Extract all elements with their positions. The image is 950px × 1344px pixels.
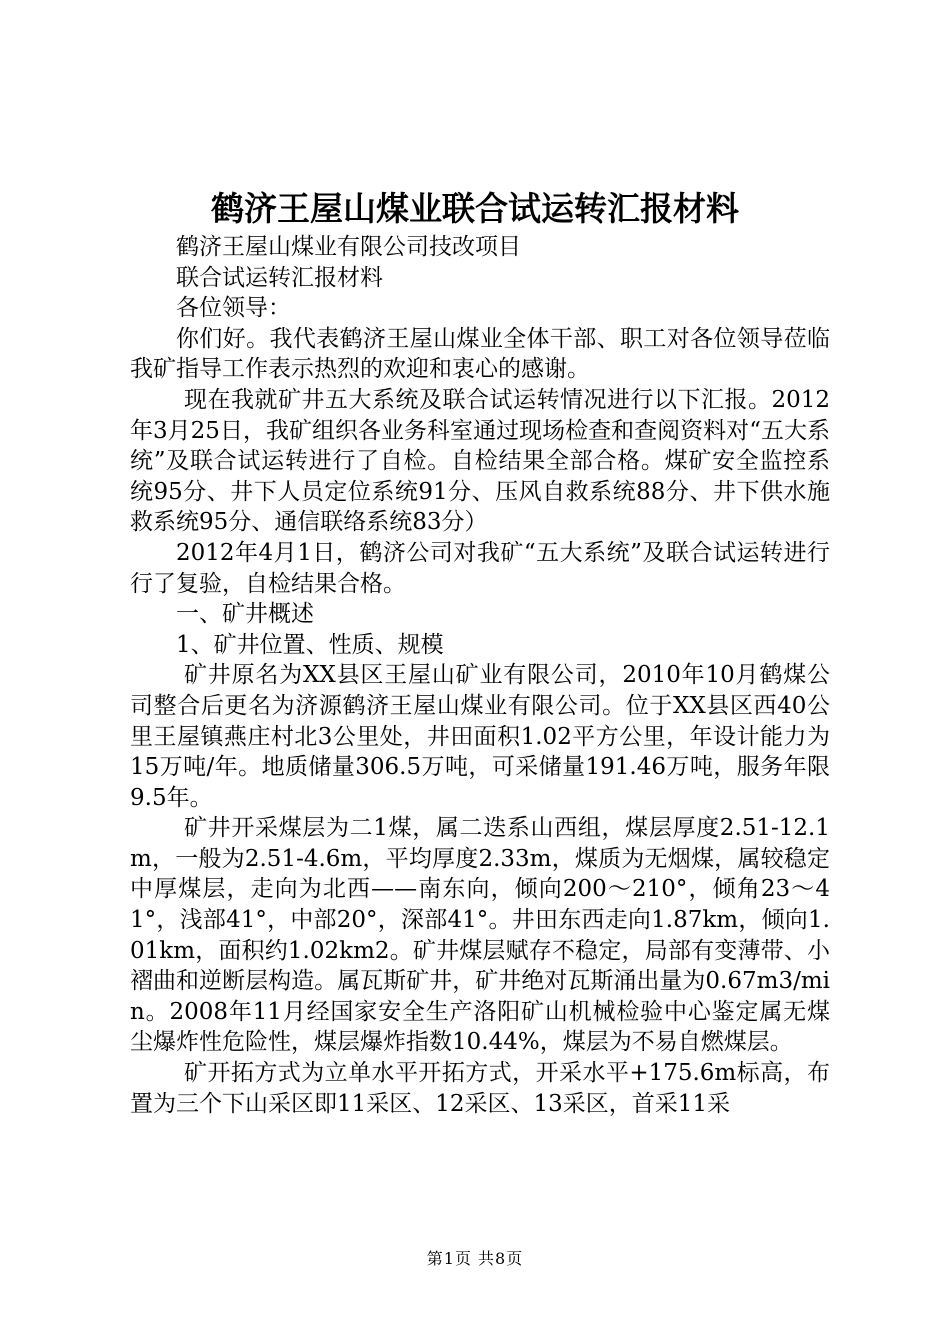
page-footer: 第1页 共8页 [426,1249,524,1268]
paragraph-report-subtitle: 联合试运转汇报材料 [176,264,383,291]
paragraph-self-check: 现在我就矿井五大系统及联合试运转情况进行以下汇报。2012年3月25日，我矿组织各业务科室通过现场检查和查阅资料对“五大系统”及联合试运转进行了自检。自检结果全部合格。煤矿安全监控系统95分、井下人员定位系统91分、压风自救系统88分、井下供水施救系统95分、通信联络系统83分） [130,386,830,536]
paragraph-mine-location: 矿井原名为XX县区王屋山矿业有限公司，2010年10月鹤煤公司整合后更名为济源鹤济王屋山煤业有限公司。位于XX县区西40公里王屋镇燕庄村北3公里处，井田面积1.02平方公里，年设计能力为15万吨/年。地质储量306.5万吨，可采储量191.46万吨，服务年限9.5年。 [130,662,830,811]
paragraph-recheck: 2012年4月1日，鹤济公司对我矿“五大系统”及联合试运转进行行了复验，自检结果合格。 [130,539,830,597]
paragraph-project-name: 鹤济王屋山煤业有限公司技改项目 [176,234,521,260]
paragraph-coal-seam: 矿井开采煤层为二1煤，属二迭系山西组，煤层厚度2.51-12.1m，一般为2.51-4.6m，平均厚度2.33m，煤质为无烟煤，属较稳定中厚煤层，走向为北西——南东向，倾向200～210°，倾角23～41°，浅部41°，中部20°，深部41°。井田东西走向1.87km，倾向1.01km，面积约1.02km2。矿井煤层赋存不稳定，局部有变薄带、小褶曲和逆断层构造。属瓦斯矿井，矿井绝对瓦斯涌出量为0.67m3/min。2008年11月经国家安全生产洛阳矿山机械检验中心鉴定属无煤尘爆炸性危险性，煤层爆炸指数10.44%，煤层为不易自燃煤层。 [130,815,830,1056]
paragraph-salutation: 各位领导： [176,295,291,322]
paragraph-development: 矿开拓方式为立单水平开拓方式，开采水平+175.6m标高，布置为三个下山采区即11采区、12采区、13采区，首采11采 [130,1060,830,1117]
paragraph-greeting: 你们好。我代表鹤济王屋山煤业全体干部、职工对各位领导莅临我矿指导工作表示热烈的欢迎和衷心的感谢。 [130,325,830,383]
section-heading-overview: 一、矿井概述 [176,601,314,628]
document-title: 鹤济王屋山煤业联合试运转汇报材料 [211,189,739,228]
document-body [130,232,830,1119]
subsection-heading-location: 1、矿井位置、性质、规模 [176,631,444,658]
